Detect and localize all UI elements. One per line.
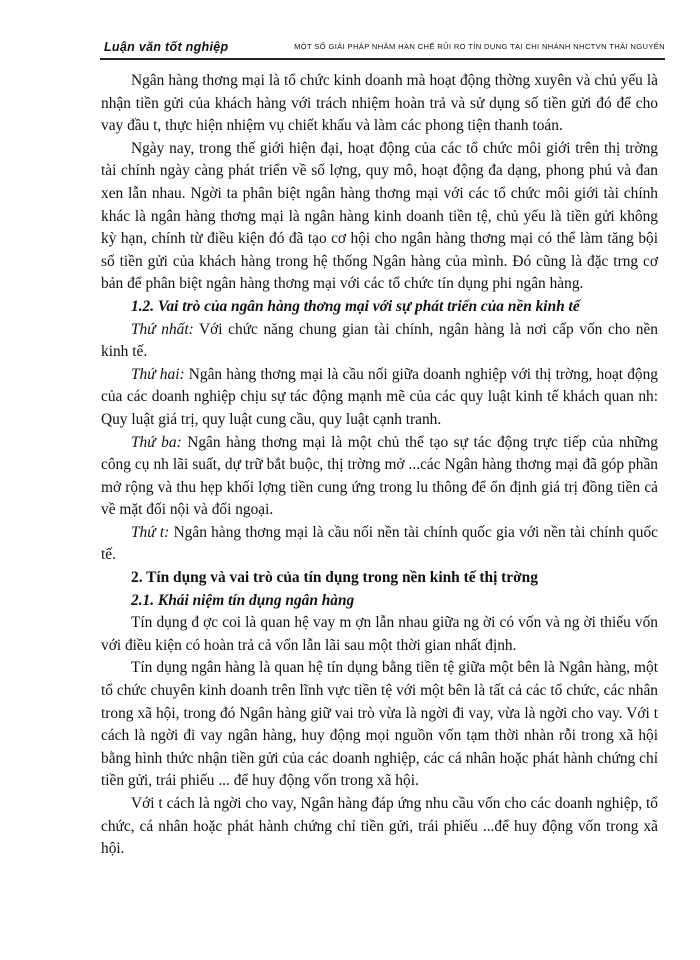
paragraph-4-text: Ngân hàng thơng mại là cầu nối giữa doanh nghiệp với thị trờng, hoạt động của các doanh nghiệp chịu sự tác động mạnh mẽ của các quy luật kinh tế khách quan nh: Quy luật giá trị, quy luật cung cầu, quy luật cạnh tranh. [101, 365, 658, 428]
heading-1-2: 1.2. Vai trò của ngân hàng thơng mại với sự phát triển của nền kinh tế [131, 297, 580, 315]
paragraph-3 [101, 319, 658, 364]
paragraph-1: Ngân hàng thơng mại là tổ chức kinh doanh mà hoạt động thờng xuyên và chủ yếu là nhận tiền gửi của khách hàng với trách nhiệm hoàn trả và sử dụng số tiền gửi đó để cho vay đầu t, thực hiện nhiệm vụ chiết khấu và làm các phong tiện thanh toán. [101, 72, 658, 135]
paragraph-4 [101, 364, 658, 432]
paragraph-5-text: Ngân hàng thơng mại là một chủ thể tạo sự tác động trực tiếp của những công cụ nh lãi suất, dự trữ bắt buộc, thị trờng mở ...các Ngân hàng thơng mại đã góp phần mở rộng và thu hẹp khối lợng tiền cung ứng trong lu thông để ổn định giá trị đồng tiền cả về mặt đối nội và đối ngoại. [101, 433, 658, 519]
paragraph-3-text: Với chức năng chung gian tài chính, ngân hàng là nơi cấp vốn cho nền kinh tế. [101, 320, 658, 361]
paragraph-8: Tín dụng ngân hàng là quan hệ tín dụng bằng tiền tệ giữa một bên là Ngân hàng, một tổ chức chuyên kinh doanh trên lĩnh vực tiền tệ với một bên là tất cả các tổ chức, các nhân trong xã hội, trong đó Ngân hàng giữ vai trò vừa là ngời đi vay, vừa là ngời cho vay. Với t cách là ngời đi vay ngân hàng, huy động mọi nguồn vốn tạm thời nhàn rỗi trong xã hội bằng hình thức nhận tiền gửi của các doanh nghiệp, các cá nhân hoặc phát hành chứng chỉ tiền gửi, trái phiếu ... để huy động vốn trong xã hội. [101, 659, 658, 790]
heading-2-1: 2.1. Khái niệm tín dụng ngân hàng [131, 591, 355, 609]
paragraph-2: Ngày nay, trong thế giới hiện đại, hoạt động của các tổ chức môi giới trên thị trờng tài chính ngày càng phát triển về số lợng, quy mô, hoạt động đa dạng, phong phú và đan xen lẫn nhau. Ngời ta phân biệt ngân hàng thơng mại với các tổ chức môi giới tài chính khác là ngân hàng thơng mại là ngân hàng kinh doanh tiền tệ, chủ yếu là tiền gửi không kỳ hạn, chính từ điều kiện đó đã tạo cơ hội cho ngân hàng thơng mại có thể làm tăng bội số tiền gửi của khách hàng trong hệ thống Ngân hàng của mình. Đó cũng là đặc trng cơ bản để phân biệt ngân hàng thơng mại với các tổ chức tín dụng phi ngân hàng. [101, 139, 658, 293]
paragraph-9: Với t cách là ngời cho vay, Ngân hàng đáp ứng nhu cầu vốn cho các doanh nghiệp, tổ chức, cá nhân hoặc phát hành chứng chỉ tiền gửi, trái phiếu ...để huy động vốn trong xã hội. [101, 795, 658, 858]
paragraph-5 [101, 432, 658, 522]
paragraph-4-lead: Thứ hai: [131, 365, 185, 383]
document-body [101, 70, 658, 861]
heading-2: 2. Tín dụng và vai trò của tín dụng trong nền kinh tế thị trờng [131, 569, 538, 587]
paragraph-7: Tín dụng đ ợc coi là quan hệ vay m ợn lẫn nhau giữa ng ời có vốn và ng ời thiếu vốn với điều kiện có hoàn trả cả vốn lẫn lãi sau một thời gian nhất định. [101, 614, 658, 654]
running-header [100, 40, 665, 60]
paragraph-5-lead: Thứ ba: [131, 433, 182, 451]
paragraph-6-text: Ngân hàng thơng mại là cầu nối nền tài chính quốc gia với nền tài chính quốc tế. [101, 523, 658, 564]
header-right-title: MỘT SỐ GIẢI PHÁP NHẰM HẠN CHẾ RỦI RO TÍN DỤNG TẠI CHI NHÁNH NHCTVN THÁI NGUYÊN [294, 42, 665, 51]
paragraph-6 [101, 522, 658, 567]
paragraph-6-lead: Thứ t: [131, 523, 170, 541]
paragraph-3-lead: Thứ nhất: [131, 320, 194, 338]
header-left-title: Luận văn tốt nghiệp [104, 40, 229, 54]
